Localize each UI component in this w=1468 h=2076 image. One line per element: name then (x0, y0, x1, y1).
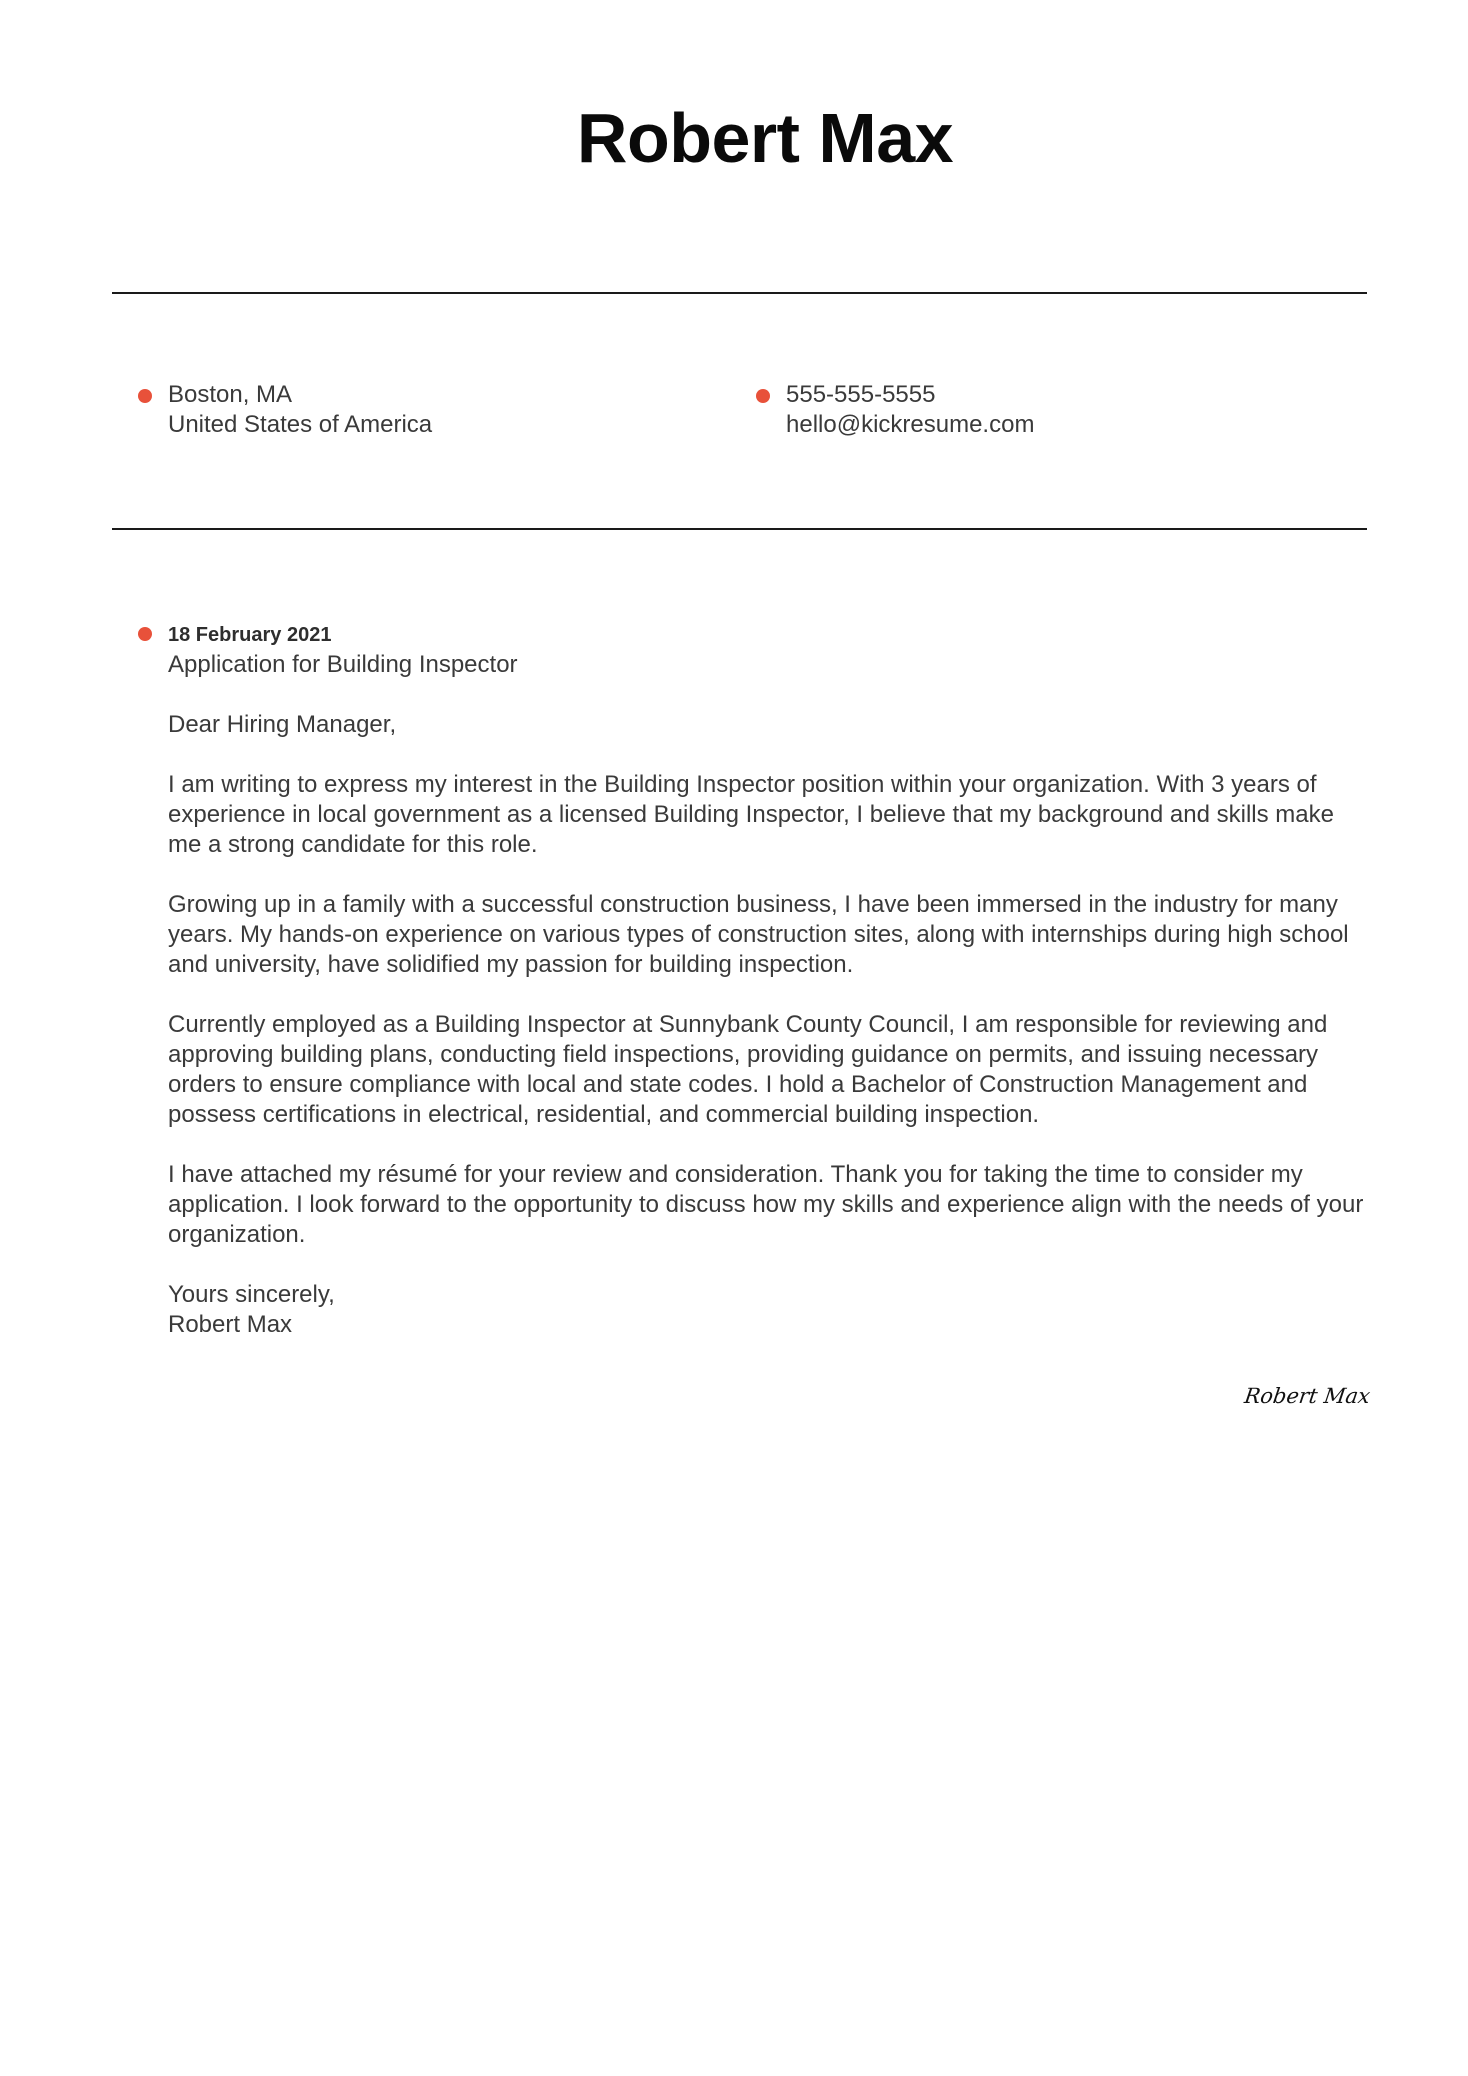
letter-paragraph: Currently employed as a Building Inspector at Sunnybank County Council, I am responsible for reviewing and approving building plans, conducting field inspections, providing guidance on permits, and issuing necessary orders to ensure compliance with local and state codes. I hold a Bachelor of Construction Management and possess certifications in electrical, residential, and commercial building inspection. (168, 1011, 1328, 1128)
bottom-divider (112, 528, 1367, 530)
location-bullet-icon (138, 389, 152, 403)
top-divider (112, 292, 1367, 294)
letter-body (168, 620, 1368, 1340)
closing-name: Robert Max (168, 1311, 293, 1338)
letter-date: 18 February 2021 (168, 624, 332, 646)
closing-phrase: Yours sincerely, (168, 1281, 335, 1308)
phone-bullet-icon (756, 389, 770, 403)
letter-paragraph: Growing up in a family with a successful construction business, I have been immersed in the industry for many years. My hands-on experience on various types of construction sites, along with internships during high school and university, have solidified my passion for building inspection. (168, 891, 1349, 978)
handwritten-signature: Robert Max (1242, 1384, 1372, 1408)
letter-closing (168, 1280, 1368, 1340)
letter-paragraph: I have attached my résumé for your review and consideration. Thank you for taking the time to consider my application. I look forward to the opportunity to discuss how my skills and experience align with the needs of your organization. (168, 1161, 1364, 1248)
date-bullet-icon (138, 627, 152, 641)
contact-country: United States of America (168, 411, 433, 438)
contact-email: hello@kickresume.com (786, 411, 1035, 438)
contact-details (786, 380, 1034, 440)
letter-paragraph: I am writing to express my interest in the Building Inspector position within your organization. With 3 years of experience in local government as a licensed Building Inspector, I believe that my background and skills make me a strong candidate for this role. (168, 771, 1334, 858)
letter-subject: Application for Building Inspector (168, 651, 518, 678)
letter-greeting: Dear Hiring Manager, (168, 711, 397, 738)
contact-city: Boston, MA (168, 381, 293, 408)
contact-address (168, 380, 432, 440)
applicant-name: Robert Max (576, 99, 954, 177)
contact-phone: 555-555-5555 (786, 381, 936, 408)
